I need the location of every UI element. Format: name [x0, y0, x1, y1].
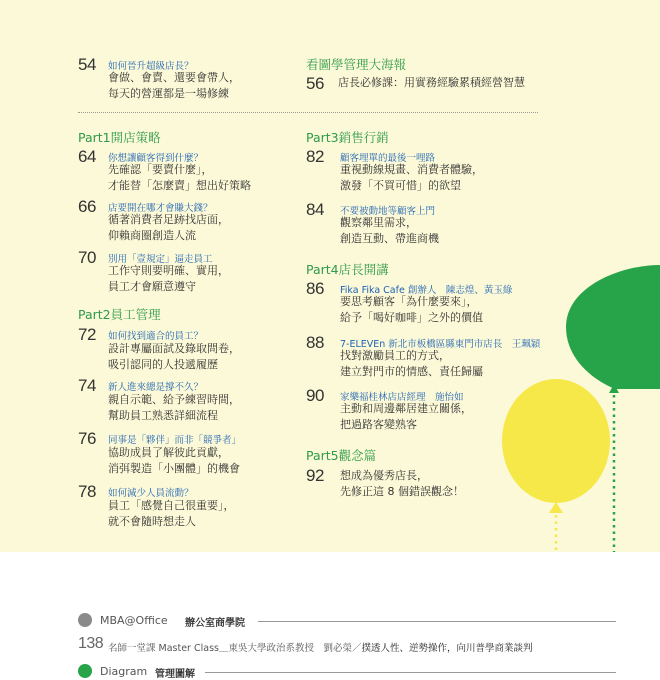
entry-line: 先確認「要賣什麼」，: [108, 163, 213, 176]
page-number: 56: [306, 74, 324, 93]
page-number: 74: [78, 376, 96, 395]
entry-line: 設計專屬面試及錄取問卷，: [108, 342, 240, 355]
entry-line: 循著消費者足跡找店面，: [108, 213, 229, 226]
entry-line: 就不會隨時想走人: [108, 515, 196, 528]
page-number: 54: [78, 55, 96, 74]
entry-line: 親自示範、給予練習時間，: [108, 393, 240, 406]
entry-line: 給予「喝好咖啡」之外的價值: [340, 311, 483, 324]
entry-heading[interactable]: 7-ELEVEn 新北市板橋區縣東門市店長 王珮穎: [340, 339, 541, 350]
page-number: 82: [306, 147, 324, 166]
entry-line: 才能替「怎麼賣」想出好策略: [108, 179, 251, 192]
page-number: 72: [78, 325, 96, 344]
section-bullet: [78, 613, 92, 627]
entry-heading[interactable]: 如何找到適合的員工？: [108, 331, 204, 342]
entry-heading[interactable]: 家樂福桂林店店經理 施怡如: [340, 392, 464, 403]
section-title: 辦公室商學院: [185, 618, 245, 629]
entry-line-bold: 撲透人性、逆勢操作，向川普學商業談判: [361, 643, 533, 654]
entry-line: 幫助員工熟悉詳細流程: [108, 409, 218, 422]
section-title: 看圖學管理大海報: [306, 57, 407, 72]
entry-heading[interactable]: 如何晉升超級店長？: [108, 61, 194, 72]
entry-line: 每天的營運都是一場修練: [108, 87, 229, 100]
entry-line: 會做、會賣、還要會帶人，: [108, 71, 240, 84]
entry-line[interactable]: 想成為優秀店長，: [340, 469, 428, 482]
entry-line: 重視動線規畫、消費者體驗，: [340, 163, 483, 176]
entry-line: 找對激勵員工的方式，: [340, 349, 450, 362]
entry-heading[interactable]: 不要被動地等顧客上門: [340, 206, 436, 217]
page-number: 70: [78, 248, 96, 267]
entry-line[interactable]: 店長必修課：用實務經驗累積經營智慧: [338, 76, 525, 89]
entry-line: 員工「感覺自己很重要」，: [108, 499, 235, 512]
entry-line: 先修正這 8 個錯誤觀念！: [340, 485, 464, 498]
entry-line: 主動和周邊鄰居建立關係，: [340, 402, 472, 415]
entry-line-prefix: 名師一堂課 Master Class＿東吳大學政治系教授 劉必榮／: [108, 643, 362, 654]
page-number: 86: [306, 279, 324, 298]
page-number: 84: [306, 200, 324, 219]
page-number: 78: [78, 482, 96, 501]
entry-line: 吸引認同的人投遞履歷: [108, 358, 218, 371]
entry-line: 觀察鄰里需求，: [340, 216, 417, 229]
balloon-illustration: [490, 255, 660, 552]
part-title: Part1開店策略: [78, 130, 161, 145]
entry-heading[interactable]: 新人進來總是撐不久？: [108, 382, 204, 393]
entry-line: 把過路客變熟客: [340, 418, 417, 431]
page-number: 66: [78, 197, 96, 216]
entry-heading[interactable]: 顧客埋單的最後一哩路: [340, 153, 436, 164]
section-bullet: [78, 664, 92, 678]
footer-entry[interactable]: [108, 640, 533, 654]
page-number: 138: [78, 635, 104, 652]
entry-heading[interactable]: 同事是「夥伴」而非「競爭者」: [108, 435, 242, 446]
entry-heading[interactable]: Fika Fika Cafe 創辦人 陳志煌、黃玉綠: [340, 285, 513, 296]
dotted-divider: [78, 112, 538, 113]
page-number: 88: [306, 333, 324, 352]
entry-line: 仰賴商圈創造人流: [108, 229, 196, 242]
entry-line: 要思考顧客「為什麼要來」，: [340, 295, 478, 308]
part-title: Part2員工管理: [78, 307, 161, 322]
yellow-balloon: [502, 379, 610, 552]
entry-line: 員工才會願意遵守: [108, 280, 196, 293]
entry-heading[interactable]: 如何減少人員流動？: [108, 488, 194, 499]
part-title: Part4店長開講: [306, 262, 389, 277]
section-label: MBA@Office: [100, 614, 168, 627]
page-number: 92: [306, 466, 324, 485]
section-title: 管理圖解: [155, 669, 195, 680]
entry-line: 激發「不買可惜」的欲望: [340, 179, 461, 192]
entry-line: 創造互動、帶進商機: [340, 232, 439, 245]
entry-line: 協助成員了解彼此貢獻，: [108, 446, 229, 459]
entry-line: 建立對門市的情感、責任歸屬: [340, 365, 483, 378]
section-label: Diagram: [100, 665, 148, 678]
entry-line: 消弭製造「小團體」的機會: [108, 462, 240, 475]
entry-heading[interactable]: 你想讓顧客得到什麼？: [108, 153, 204, 164]
page-number: 76: [78, 429, 96, 448]
section-rule: [205, 672, 616, 673]
part-title: Part5觀念篇: [306, 448, 377, 463]
page-number: 90: [306, 386, 324, 405]
page-number: 64: [78, 147, 96, 166]
section-rule: [258, 621, 616, 622]
entry-line: 工作守則要明確、實用，: [108, 264, 229, 277]
entry-heading[interactable]: 別用「壹規定」逼走員工: [108, 254, 213, 265]
part-title: Part3銷售行銷: [306, 130, 389, 145]
entry-heading[interactable]: 店要開在哪才會賺大錢？: [108, 203, 213, 214]
